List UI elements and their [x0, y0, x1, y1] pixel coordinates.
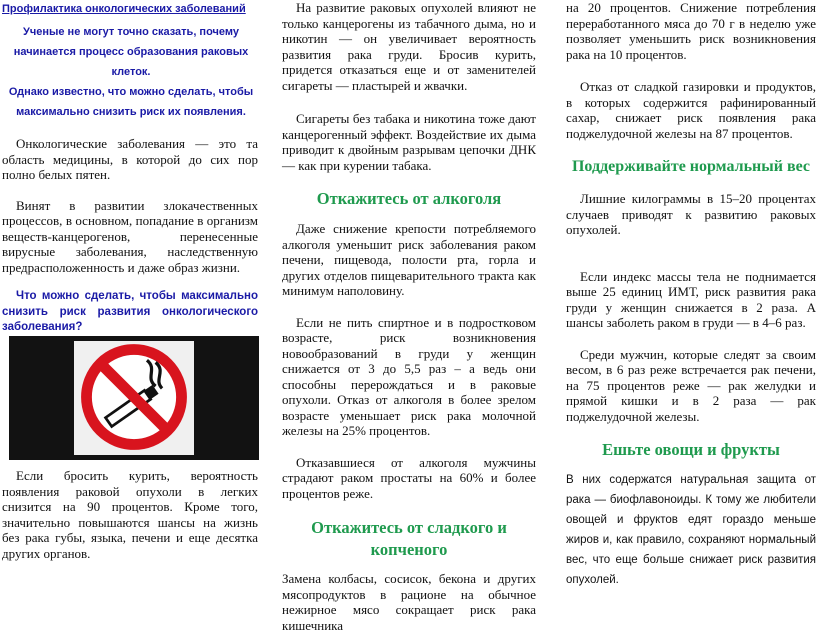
no-smoking-sign-icon [80, 343, 188, 451]
intro-line: Однако известно, что можно сделать, чтобы [8, 86, 254, 98]
sign-plate [74, 341, 194, 455]
paragraph-quit-smoking-benefits: Если бросить курить, вероятность появления раковой опухоли в легких снизится на 90 процентов. Кроме того, значительно повышаются шансы на жизнь без рака губы, языка, печени и еще десятка других органов. [2, 468, 258, 561]
paragraph-alcohol-men: Отказавшиеся от алкоголя мужчины страдают раком простаты на 60% и более процентов реже. [282, 454, 536, 501]
paragraph-tobacco-free: Сигареты без табака и никотина тоже дают канцерогенный эффект. Воздействие их дыма приводит к двойным разрывам цепочки ДНК — как при курении табака. [282, 111, 536, 173]
document-title: Профилактика онкологических заболеваний [2, 3, 246, 15]
column-right [566, 0, 816, 590]
intro-line: Ученые не могут точно сказать, почему [23, 26, 239, 38]
paragraph-bmi: Если индекс массы тела не поднимается выше 25 единиц ИМТ, риск развития рака груди у женщин снижается в 2 раза. А шансы заболеть раком в груди — в 4–6 раз. [566, 268, 816, 330]
column-middle [282, 0, 536, 633]
paragraph-alcohol-teen: Если не пить спиртное и в подростковом возрасте, риск возникновения новообразований в груди у женщин снижается от 3 до 5,5 раз – а ведь они способны перерождаться и в раковые опухоли. Отказ от алкоголя в более зрелом возрасте уменьшает риск рака молочной железы на 25% процентов. [282, 314, 536, 438]
heading-quit-sweet-smoked: Откажитесь от сладкого и копченого [311, 518, 507, 559]
heading-eat-vegetables: Ешьте овощи и фрукты [602, 440, 780, 459]
question-heading: Что можно сделать, чтобы максимально снизить риск развития онкологического заболевания? [2, 290, 258, 333]
paragraph-men-weight: Среди мужчин, которые следят за своим весом, в 6 раз реже встречается рак печени, на 75 процентов реже — рак желудки и прямой кишки и в 2 раза — рак поджелудочной железы. [566, 346, 816, 424]
intro-line: максимально снизить риск их появления. [16, 106, 246, 118]
intro-line: начинается процесс образования раковых клеток. [13, 46, 249, 78]
intro-block [0, 22, 262, 122]
paragraph-bioflavonoids: В них содержатся натуральная защита от рака — биофлавоноиды. К тому же любители овощей и фруктов едят гораздо меньше жиров и, как правило, сохраняют нормальный вес, что еще больше снижает риск развития опухолей. [566, 474, 816, 586]
column-left [0, 0, 262, 366]
paragraph-causes: Винят в развитии злокачественных процессов, в основном, попадание в организм веществ-канцерогенов, перенесенные вирусные заболевания, наследственную предрасположенность и даже образ жизни. [2, 197, 258, 275]
paragraph-extra-weight: Лишние килограммы в 15–20 процентах случаев приводят к развитию раковых опухолей. [566, 191, 816, 237]
paragraph-meat-reduction: на 20 процентов. Снижение потребления переработанного мяса до 70 г в неделю уже позволяет уменьшить риск возникновения рака на 10 процентов. [566, 0, 816, 62]
no-smoking-photo [9, 336, 259, 460]
heading-normal-weight: Поддерживайте нормальный вес [571, 158, 811, 175]
paragraph-oncology-intro: Онкологические заболевания — это та область медицины, в которой до сих пор полно белых пятен. [2, 136, 258, 182]
heading-quit-alcohol: Откажитесь от алкоголя [316, 189, 502, 208]
paragraph-processed-meat: Замена колбасы, сосисок, бекона и других мясопродуктов в рационе на обычное нежирное мясо сокращает риск рака кишечника [282, 571, 536, 633]
paragraph-alcohol-strength: Даже снижение крепости потребляемого алкоголя уменьшит риск заболевания раком печени, пищевода, полости рта, горла и других отделов пищеварительного тракта как минимум наполовину. [282, 221, 536, 298]
paragraph-sugar: Отказ от сладкой газировки и продуктов, в которых содержится рафинированный сахар, снижает риск появления рака поджелудочной железы на 87 процентов. [566, 79, 816, 141]
paragraph-nicotine: На развитие раковых опухолей влияют не только канцерогены из табачного дыма, но и никотин — он увеличивает вероятность развития рака груди. Бросив курить, придется отказаться еще и от заменителей сигареты — пластырей и жвачки. [282, 0, 536, 93]
